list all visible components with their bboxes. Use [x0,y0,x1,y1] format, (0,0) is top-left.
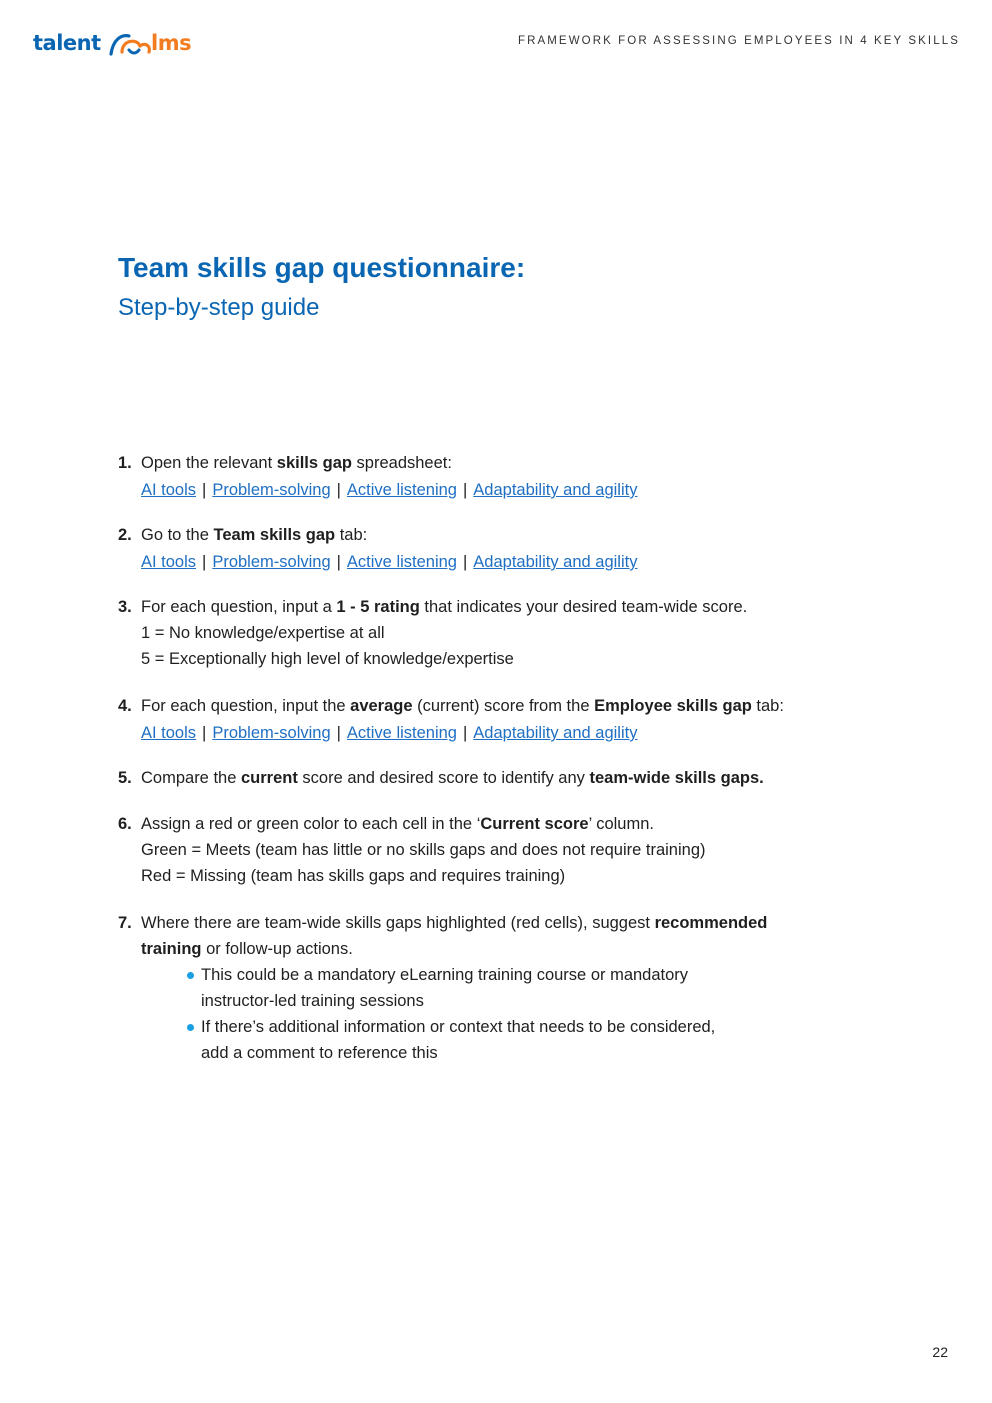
step-number: 3. [118,598,132,616]
link-problem-solving[interactable]: Problem-solving [212,724,331,742]
step-text: Compare the current score and desired score to identify any team-wide skills gaps. [141,769,764,787]
skill-links: AI tools | Problem-solving | Active listening | Adaptability and agility [141,481,638,499]
step-4 [118,693,878,748]
link-adaptability-agility[interactable]: Adaptability and agility [473,481,638,499]
step-text: For each question, input the average (current) score from the Employee skills gap tab: [141,697,784,715]
link-problem-solving[interactable]: Problem-solving [212,553,331,571]
skill-links: AI tools | Problem-solving | Active listening | Adaptability and agility [141,553,638,571]
step-5 [118,765,878,791]
link-ai-tools[interactable]: AI tools [141,481,197,499]
rating-scale-max: 5 = Exceptionally high level of knowledge/expertise [141,650,514,668]
link-active-listening[interactable]: Active listening [346,481,457,499]
color-legend-red: Red = Missing (team has skills gaps and requires training) [141,867,566,885]
bullet-list [141,962,878,1066]
step-number: 4. [118,697,132,715]
document-header-title: FRAMEWORK FOR ASSESSING EMPLOYEES IN 4 KEY SKILLS [517,35,960,47]
link-ai-tools[interactable]: AI tools [141,724,197,742]
color-legend-green: Green = Meets (team has little or no skills gaps and does not require training) [141,841,706,859]
step-text: Where there are team-wide skills gaps highlighted (red cells), suggest recommended training or follow-up actions. [141,914,768,958]
step-2 [118,522,878,577]
link-problem-solving[interactable]: Problem-solving [212,481,331,499]
step-number: 6. [118,815,132,833]
bullet-item: If there’s additional information or context that needs to be considered, add a comment to reference this [201,1014,878,1066]
cloud-icon [107,30,153,60]
step-1 [118,450,878,505]
step-number: 1. [118,454,132,472]
bullet-dot-icon [187,1024,194,1031]
link-active-listening[interactable]: Active listening [346,553,457,571]
step-number: 5. [118,769,132,787]
step-7 [118,910,878,1066]
page-number: 22 [932,1344,948,1360]
link-ai-tools[interactable]: AI tools [141,553,197,571]
bullet-item: This could be a mandatory eLearning training course or mandatory instructor-led training sessions [201,962,878,1014]
step-3 [118,594,878,672]
step-text: For each question, input a 1 - 5 rating that indicates your desired team-wide score. [141,598,748,616]
link-adaptability-agility[interactable]: Adaptability and agility [473,724,638,742]
step-text: Open the relevant skills gap spreadsheet: [141,454,452,472]
steps-list [118,450,878,1066]
page-subtitle: Step-by-step guide [118,294,320,321]
skill-links: AI tools | Problem-solving | Active listening | Adaptability and agility [141,724,638,742]
link-active-listening[interactable]: Active listening [346,724,457,742]
rating-scale-min: 1 = No knowledge/expertise at all [141,624,385,642]
page-title: Team skills gap questionnaire: [118,252,526,283]
logo-text-talent: talent [33,31,101,55]
link-adaptability-agility[interactable]: Adaptability and agility [473,553,638,571]
step-number: 2. [118,526,132,544]
step-6 [118,811,878,889]
bullet-dot-icon [187,972,194,979]
talentlms-logo [33,30,198,60]
step-text: Go to the Team skills gap tab: [141,526,368,544]
logo-text-lms: lms [151,31,192,55]
step-text: Assign a red or green color to each cell in the ‘Current score’ column. [141,815,654,833]
step-number: 7. [118,914,132,932]
